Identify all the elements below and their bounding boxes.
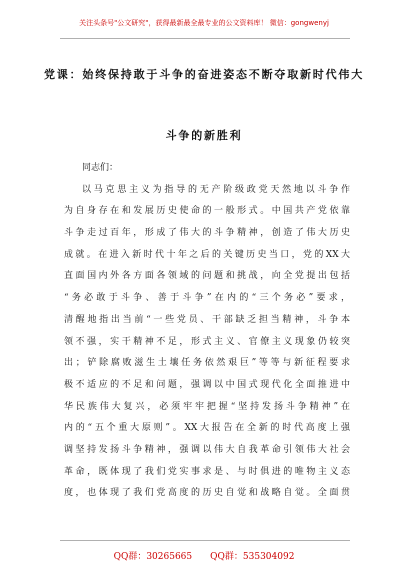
document-body [64, 158, 350, 505]
salutation: 同志们： [82, 163, 119, 173]
body-line: 斗争走过百年，形成了伟大的斗争精神，创造了伟大历史 [64, 228, 350, 239]
body-line: 领不强，实干精神不足，形式主义、官僚主义现象仍较突 [64, 336, 350, 347]
body-line: 为自身存在和发展历史使命的一般形式。中国共产党依靠 [64, 206, 350, 217]
header-banner: 关注头条号"公文研究"，获得最新最全最专业的公文资料库！ 微信：gongwenyj [79, 19, 329, 27]
body-line: 华民族伟大复兴，必须牢牢把握“坚持发扬斗争精神”在 [64, 401, 350, 412]
footer-divider [60, 540, 350, 541]
body-line: “务必敢于斗争、善于斗争”在内的“三个务必”要求， [64, 293, 350, 304]
footer-qq-group-1: QQ群：30265665 [113, 552, 193, 562]
body-line: 清醒地指出当前“一些党员、干部缺乏担当精神，斗争本 [64, 314, 350, 325]
footer [0, 549, 408, 562]
body-line: 成就。在进入新时代十年之后的关键历史当口，党的XX大 [64, 249, 350, 260]
document-title-line2: 斗争的新胜利 [165, 129, 243, 142]
header-divider [60, 38, 350, 39]
body-line: 以马克思主义为指导的无产阶级政党天然地以斗争作 [82, 184, 350, 195]
body-line: 内的“五个重大原则”。XX大报告在全新的时代高度上强 [64, 423, 350, 434]
body-line: 革命，既体现了我们党实事求是、与时俱进的唯物主义态 [64, 466, 350, 477]
body-line: 极不适应的不足和问题，强调以中国式现代化全面推进中 [64, 379, 350, 390]
document-title-line1: 党课：始终保持敢于斗争的奋进姿态不断夺取新时代伟大 [44, 68, 364, 81]
body-line: 直面国内外各方面各领域的问题和挑战，向全党提出包括 [64, 271, 350, 282]
body-line: 调坚持发扬斗争精神，强调以伟大自我革命引领伟大社会 [64, 444, 350, 455]
body-line: 度，也体现了我们党高度的历史自觉和战略自觉。全面贯 [64, 488, 350, 499]
footer-qq-group-2: QQ群：535304092 [210, 552, 295, 562]
body-line: 出；铲除腐败滋生土壤任务依然艰巨”等等与新征程要求 [64, 358, 350, 369]
